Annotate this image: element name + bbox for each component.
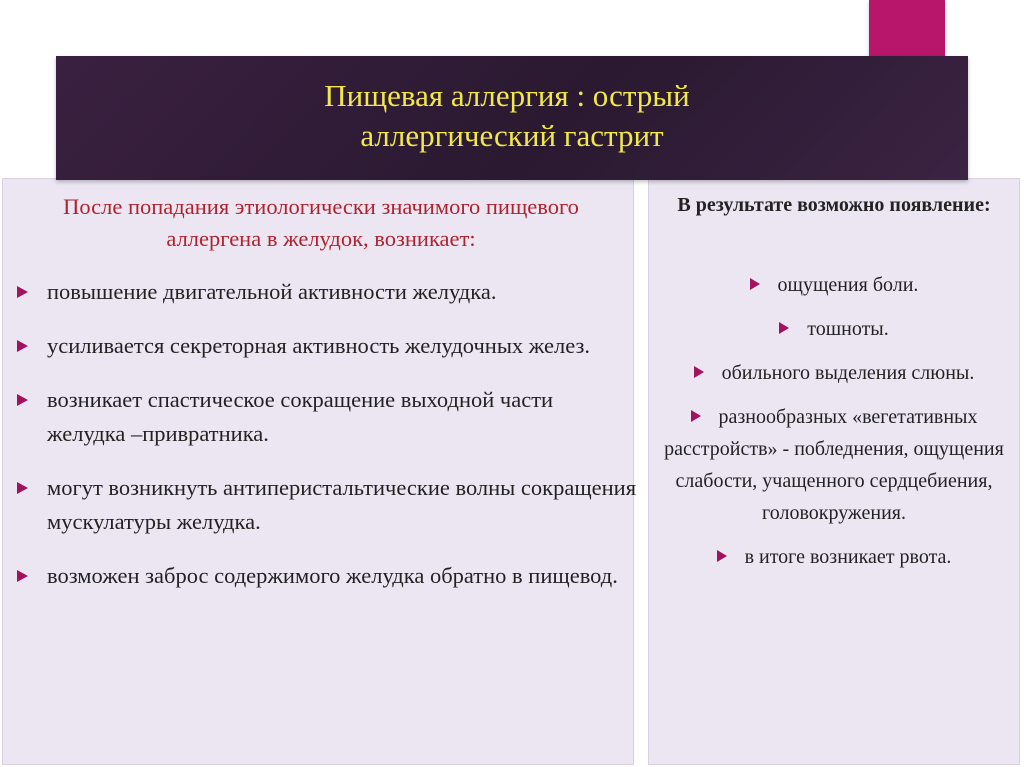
list-item-text: повышение двигательной активности желудка. <box>47 279 497 304</box>
triangle-bullet-icon <box>694 366 704 378</box>
triangle-bullet-icon <box>717 550 727 562</box>
list-item-text: возможен заброс содержимого желудка обратно в пищевод. <box>47 563 618 588</box>
triangle-bullet-icon <box>691 410 701 422</box>
title-line-2: аллергический гастрит <box>360 118 664 153</box>
list-item-text: разнообразных «вегетативных расстройств» - побледнения, ощущения слабости, учащенного сердцебиения, головокружения. <box>664 406 1004 524</box>
list-item <box>649 541 1019 573</box>
list-item <box>649 269 1019 301</box>
list-item-text: могут возникнуть антиперистальтические волны сокращения мускулатуры желудка. <box>47 475 637 534</box>
right-panel <box>648 178 1020 765</box>
triangle-bullet-icon <box>17 340 28 352</box>
list-item <box>3 383 637 451</box>
slide-title <box>0 76 1024 156</box>
triangle-bullet-icon <box>17 286 28 298</box>
list-item <box>649 401 1019 529</box>
list-item <box>649 357 1019 389</box>
triangle-bullet-icon <box>17 394 28 406</box>
left-panel <box>2 178 637 765</box>
list-item-text: возникает спастическое сокращение выходной части желудка –привратника. <box>47 387 554 446</box>
triangle-bullet-icon <box>17 570 28 582</box>
list-item-text: обильного выделения слюны. <box>721 362 975 384</box>
right-bullet-list <box>649 269 1019 585</box>
list-item-text: тошноты. <box>807 318 889 340</box>
triangle-bullet-icon <box>750 278 760 290</box>
list-item <box>3 329 637 363</box>
intro-text: После попадания этиологически значимого пищевого аллергена в желудок, возникает: <box>63 194 579 251</box>
list-item <box>3 275 637 309</box>
title-line-1: Пищевая аллергия : острый <box>324 78 690 113</box>
list-item-text: ощущения боли. <box>777 274 919 296</box>
list-item <box>3 471 637 539</box>
left-bullet-list <box>3 275 635 613</box>
list-item-text: усиливается секреторная активность желудочных желез. <box>47 333 591 358</box>
list-item <box>649 313 1019 345</box>
triangle-bullet-icon <box>779 322 789 334</box>
right-heading: В результате возможно появление: <box>677 194 991 216</box>
list-item <box>3 559 637 593</box>
list-item-text: в итоге возникает рвота. <box>744 546 952 568</box>
triangle-bullet-icon <box>17 482 28 494</box>
